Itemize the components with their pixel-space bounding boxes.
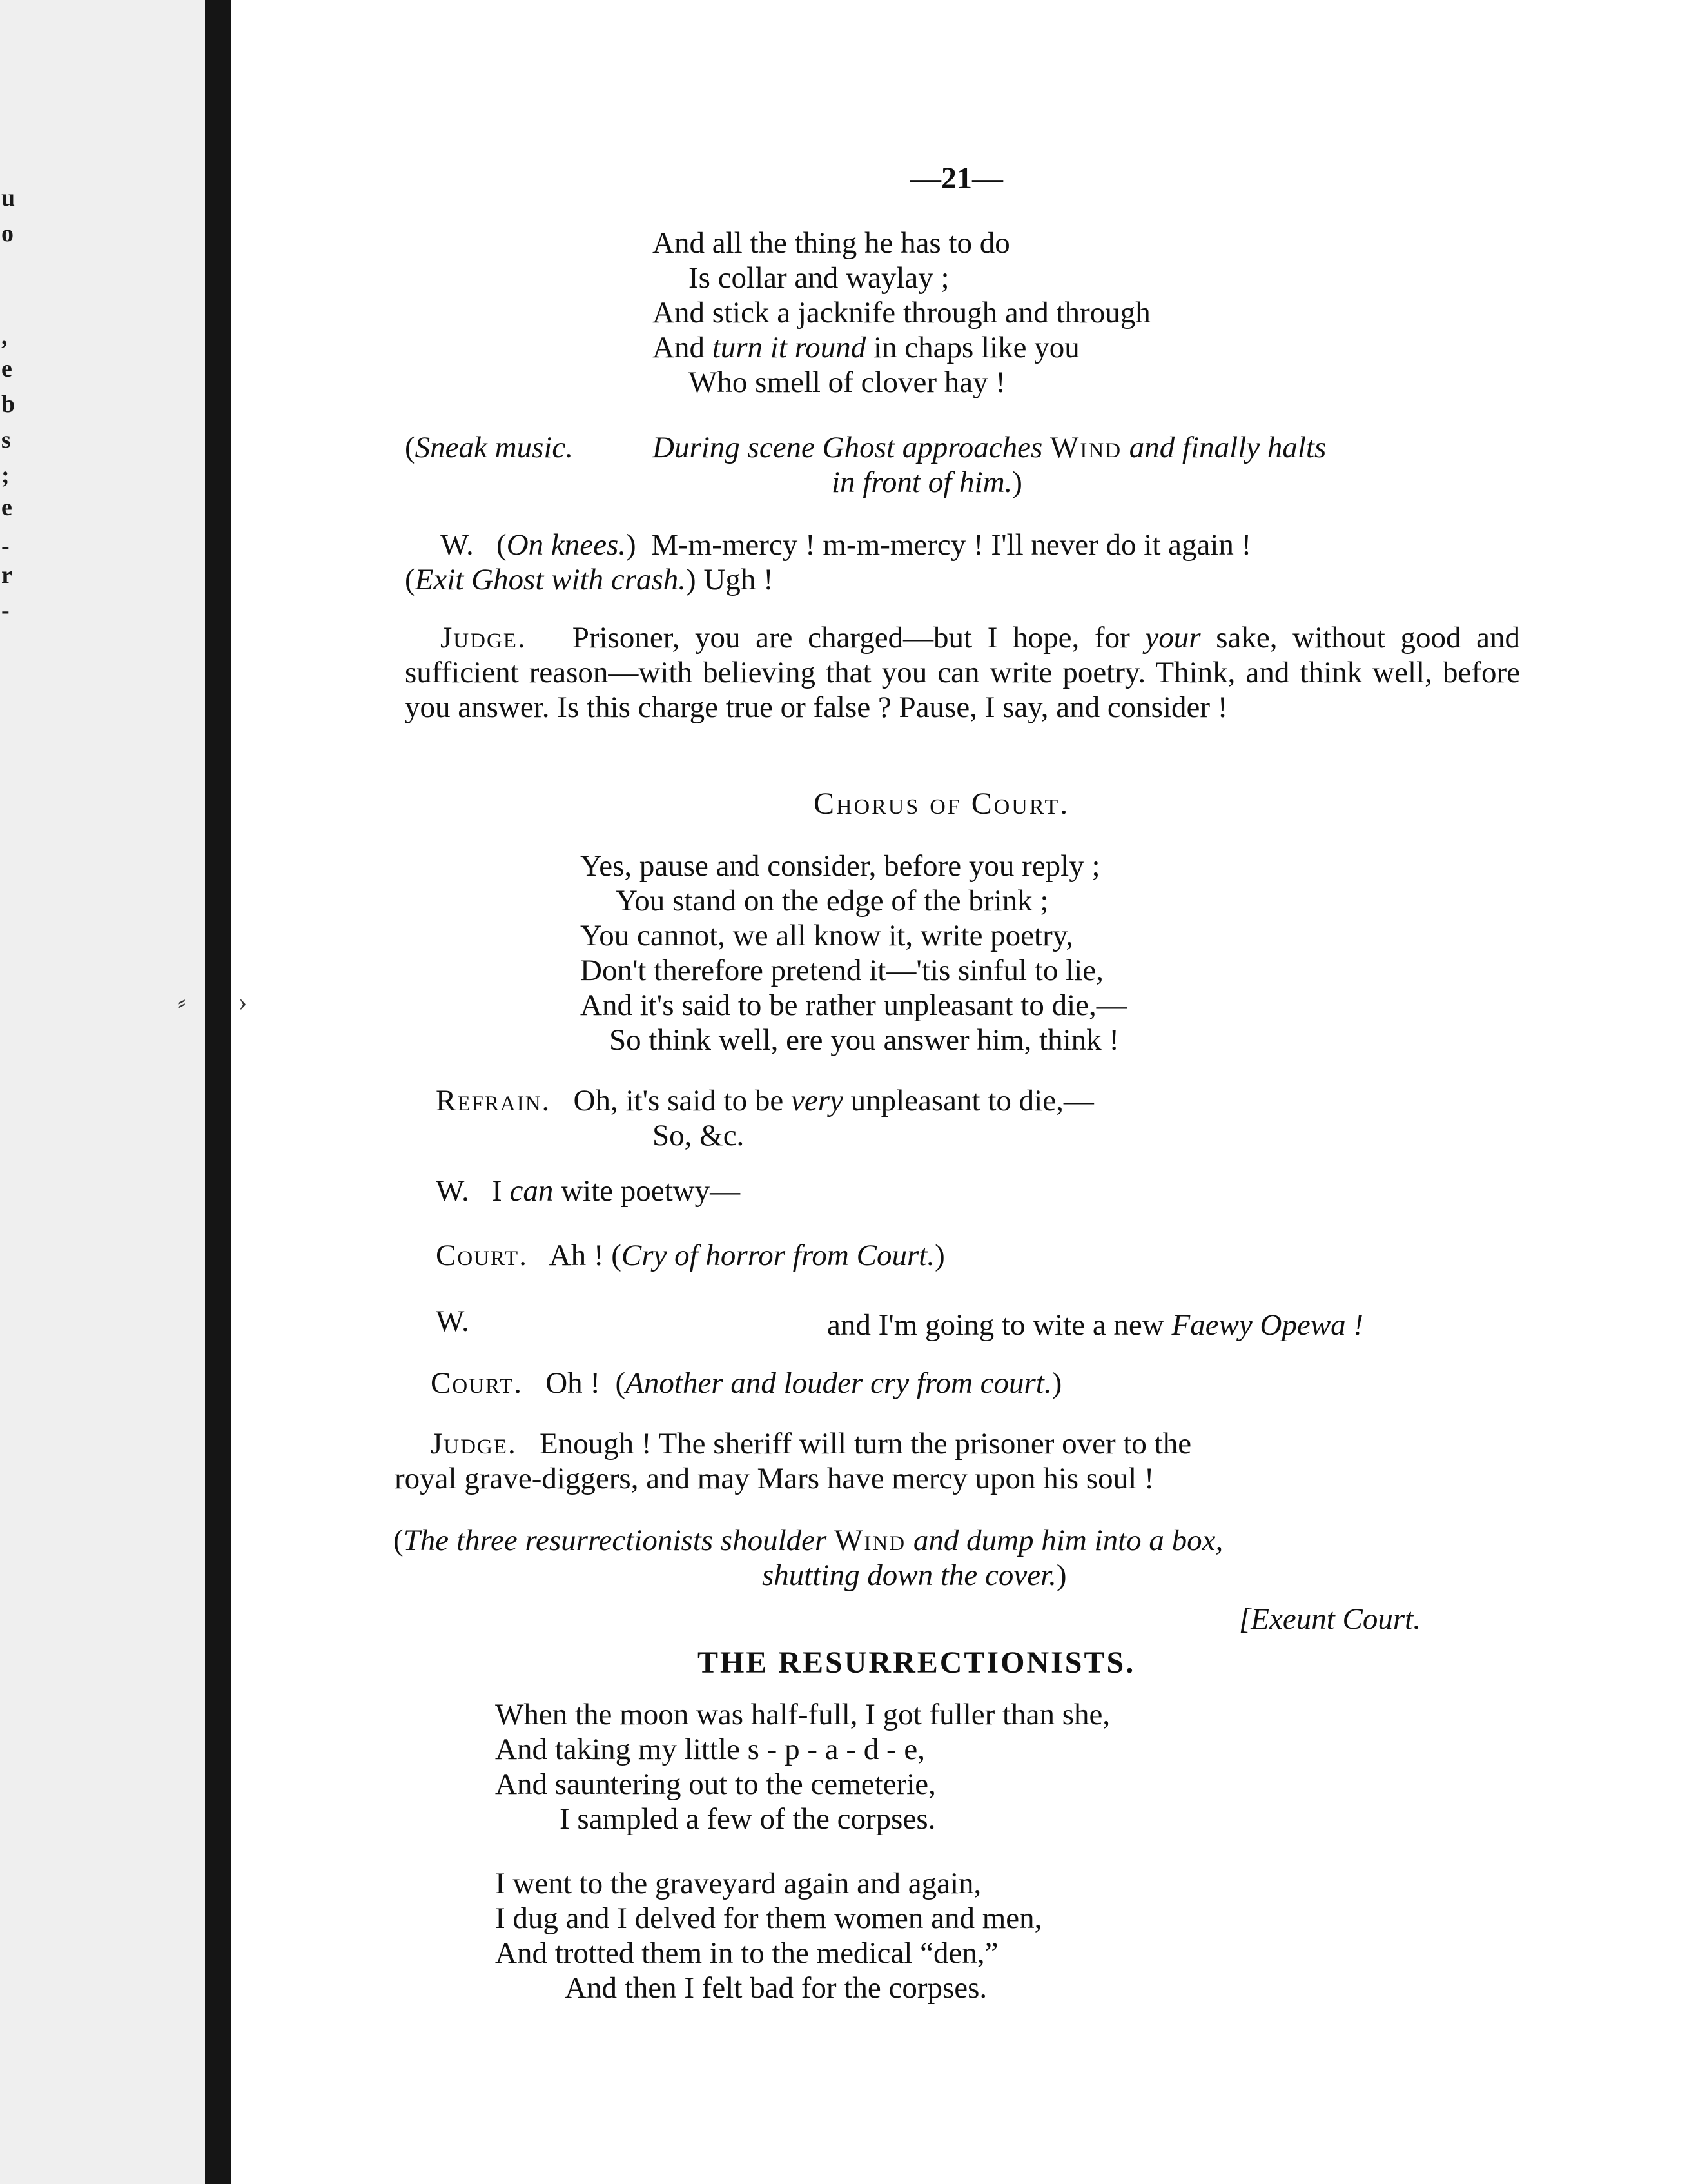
dialogue-line: Court. Ah ! (Cry of horror from Court.) xyxy=(436,1239,945,1272)
stage-direction: (Exit Ghost with crash.) Ugh ! xyxy=(405,563,774,596)
binding-mark: ⸗ xyxy=(177,987,186,1016)
verse-line: And stick a jacknife through and through xyxy=(652,296,1151,330)
verse-line: And turn it round in chaps like you xyxy=(652,331,1080,364)
dialogue-line: Refrain. Oh, it's said to be very unpleasant to die,— xyxy=(436,1084,1094,1117)
facing-page-fragment: ; xyxy=(1,462,10,489)
book-gutter xyxy=(205,0,231,2184)
binding-mark: › xyxy=(239,987,248,1016)
verse-line: So think well, ere you answer him, think ! xyxy=(609,1023,1120,1057)
speaker-name: Judge. xyxy=(440,621,527,654)
stage-direction: (Sneak music. xyxy=(405,431,574,464)
verse-line: You cannot, we all know it, write poetry, xyxy=(580,919,1073,952)
dialogue-line: Judge. Enough ! The sheriff will turn the prisoner over to the xyxy=(431,1427,1192,1461)
facing-page-fragment: - xyxy=(1,533,10,560)
section-heading: Chorus of Court. xyxy=(814,787,1070,821)
verse-line: And all the thing he has to do xyxy=(652,226,1010,260)
stage-direction: in front of him.) xyxy=(832,466,1022,499)
dialogue-paragraph: Judge. Prisoner, you are charged—but I hope, for your sake, without good and sufficient reason—with believing that you can write poetry. Think, and think well, before you answer. Is this charge true or false ? Pause, I say, and consider ! xyxy=(405,621,1521,724)
verse-line: And then I felt bad for the corpses. xyxy=(565,1971,988,2005)
dialogue-line: W. I can wite poetwy— xyxy=(436,1174,741,1208)
stage-direction: shutting down the cover.) xyxy=(762,1559,1067,1592)
speaker-name: W. xyxy=(436,1304,469,1338)
verse-line: Is collar and waylay ; xyxy=(688,261,950,295)
verse-line: Don't therefore pretend it—'tis sinful to lie, xyxy=(580,954,1104,987)
verse-line: And sauntering out to the cemeterie, xyxy=(495,1767,936,1801)
verse-line: Who smell of clover hay ! xyxy=(688,366,1006,399)
facing-page-fragment: s xyxy=(1,426,11,453)
stage-direction: (The three resurrectionists shoulder Wind and dump him into a box, xyxy=(393,1524,1224,1557)
stage-direction: During scene Ghost approaches Wind and finally halts xyxy=(652,431,1327,464)
verse-line: I sampled a few of the corpses. xyxy=(560,1802,936,1836)
facing-page-fragment: e xyxy=(1,355,12,382)
verse-line: You stand on the edge of the brink ; xyxy=(616,884,1049,918)
facing-page-fragment: - xyxy=(1,597,10,624)
facing-page-fragment: o xyxy=(1,220,14,247)
speaker-name: Refrain. xyxy=(436,1084,551,1117)
dialogue-line: W. (On knees.) M-m-mercy ! m-m-mercy ! I'll never do it again ! xyxy=(440,528,1252,562)
verse-line: Yes, pause and consider, before you reply ; xyxy=(580,849,1100,883)
facing-page-fragment: e xyxy=(1,494,12,521)
facing-page-fragment: r xyxy=(1,562,12,589)
facing-page-edge xyxy=(0,0,205,2184)
verse-line: So, &c. xyxy=(652,1119,745,1152)
page-number: —21— xyxy=(910,161,1003,195)
verse-line: When the moon was half-full, I got fuller than she, xyxy=(495,1698,1111,1731)
dialogue-line: Court. Oh ! (Another and louder cry from court.) xyxy=(431,1366,1062,1400)
verse-line: And taking my little s - p - a - d - e, xyxy=(495,1733,925,1766)
verse-line: And trotted them in to the medical “den,” xyxy=(495,1936,999,1970)
dialogue-line: and I'm going to wite a new Faewy Opewa ! xyxy=(827,1308,1364,1342)
dialogue-line: royal grave-diggers, and may Mars have mercy upon his soul ! xyxy=(395,1462,1155,1495)
speaker-name: Judge. xyxy=(431,1427,517,1461)
speaker-name: Court. xyxy=(436,1239,528,1272)
verse-line: I went to the graveyard again and again, xyxy=(495,1867,982,1900)
verse-line: I dug and I delved for them women and men, xyxy=(495,1902,1042,1935)
speaker-name: W. xyxy=(440,528,474,562)
speaker-name: W. xyxy=(436,1174,469,1208)
speaker-name: Court. xyxy=(431,1366,523,1400)
exit-direction: [Exeunt Court. xyxy=(1239,1602,1421,1636)
facing-page-fragment: , xyxy=(1,323,8,350)
verse-line: And it's said to be rather unpleasant to die,— xyxy=(580,989,1127,1022)
song-title: THE RESURRECTIONISTS. xyxy=(697,1646,1136,1680)
facing-page-fragment: b xyxy=(1,391,15,418)
facing-page-fragment: u xyxy=(1,184,15,212)
